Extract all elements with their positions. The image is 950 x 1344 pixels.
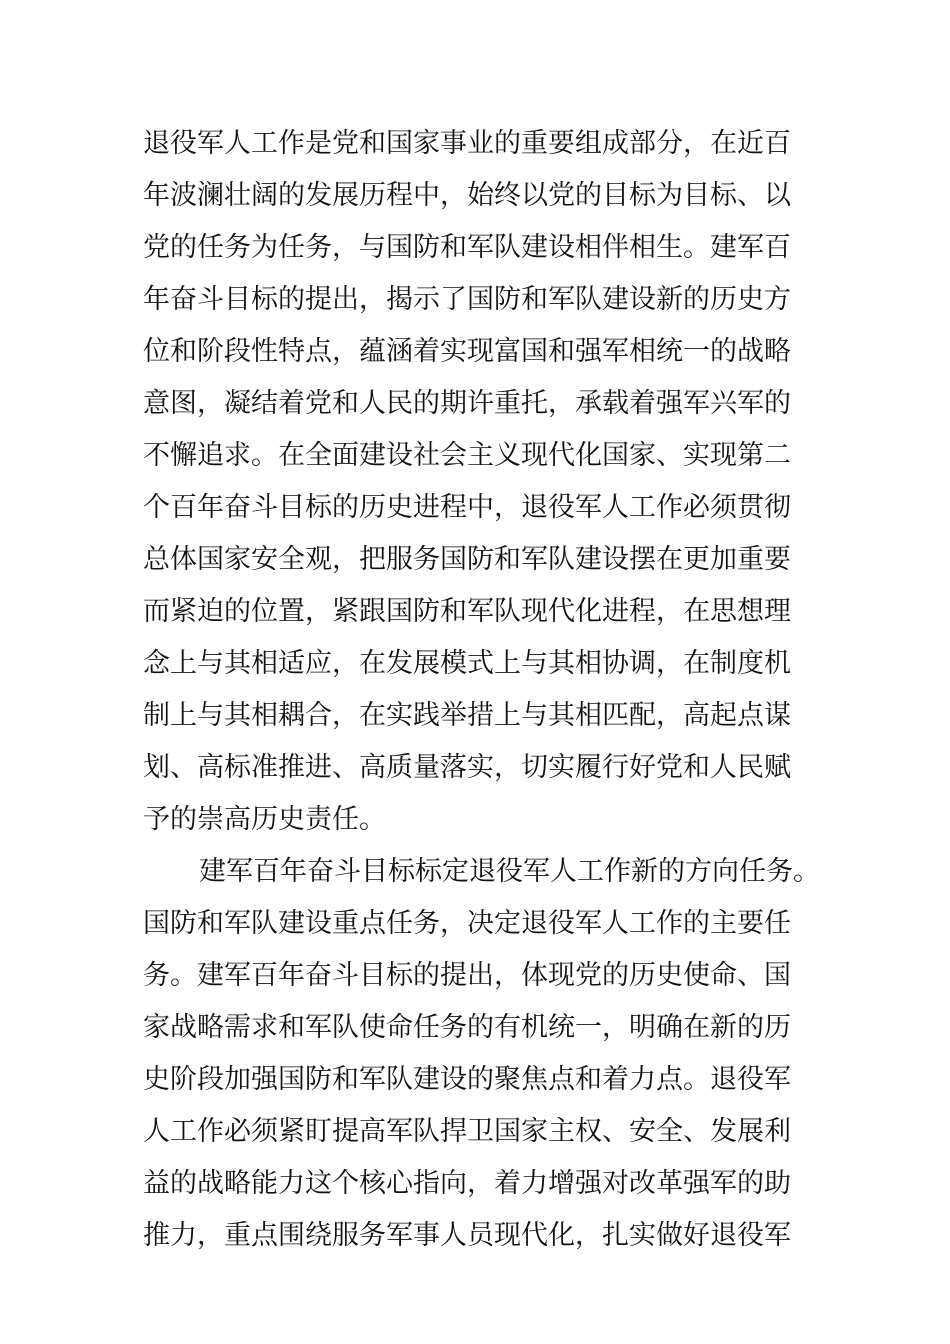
text-line: 划、高标准推进、高质量落实，切实履行好党和人民赋 [143,752,791,783]
text-line: 念上与其相适应，在发展模式上与其相协调，在制度机 [143,648,791,679]
text-line: 史阶段加强国防和军队建设的聚焦点和着力点。退役军 [143,1064,791,1095]
text-line: 总体国家安全观，把服务国防和军队建设摆在更加重要 [143,544,791,575]
text-line: 益的战略能力这个核心指向，着力增强对改革强军的助 [143,1168,791,1199]
text-line: 而紧迫的位置，紧跟国防和军队现代化进程，在思想理 [143,596,791,627]
text-line: 推力，重点围绕服务军事人员现代化，扎实做好退役军 [143,1220,791,1251]
text-line: 建军百年奋斗目标标定退役军人工作新的方向任务。 [199,856,820,887]
text-line: 党的任务为任务，与国防和军队建设相伴相生。建军百 [143,232,791,263]
text-line: 不懈追求。在全面建设社会主义现代化国家、实现第二 [143,440,791,471]
text-line: 务。建军百年奋斗目标的提出，体现党的历史使命、国 [143,960,791,991]
text-line: 退役军人工作是党和国家事业的重要组成部分，在近百 [143,128,791,159]
text-line: 年波澜壮阔的发展历程中，始终以党的目标为目标、以 [143,180,791,211]
text-line: 意图，凝结着党和人民的期许重托，承载着强军兴军的 [143,388,791,419]
text-line: 制上与其相耦合，在实践举措上与其相匹配，高起点谋 [143,700,791,731]
text-line: 家战略需求和军队使命任务的有机统一，明确在新的历 [143,1012,791,1043]
text-line: 予的崇高历史责任。 [143,804,386,835]
paragraph-1 [143,118,823,846]
text-line: 位和阶段性特点，蕴涵着实现富国和强军相统一的战略 [143,336,791,367]
body-text [143,118,823,1262]
paragraph-2 [143,846,823,1262]
text-line: 国防和军队建设重点任务，决定退役军人工作的主要任 [143,908,791,939]
text-line: 个百年奋斗目标的历史进程中，退役军人工作必须贯彻 [143,492,791,523]
text-line: 人工作必须紧盯提高军队捍卫国家主权、安全、发展利 [143,1116,791,1147]
text-line: 年奋斗目标的提出，揭示了国防和军队建设新的历史方 [143,284,791,315]
